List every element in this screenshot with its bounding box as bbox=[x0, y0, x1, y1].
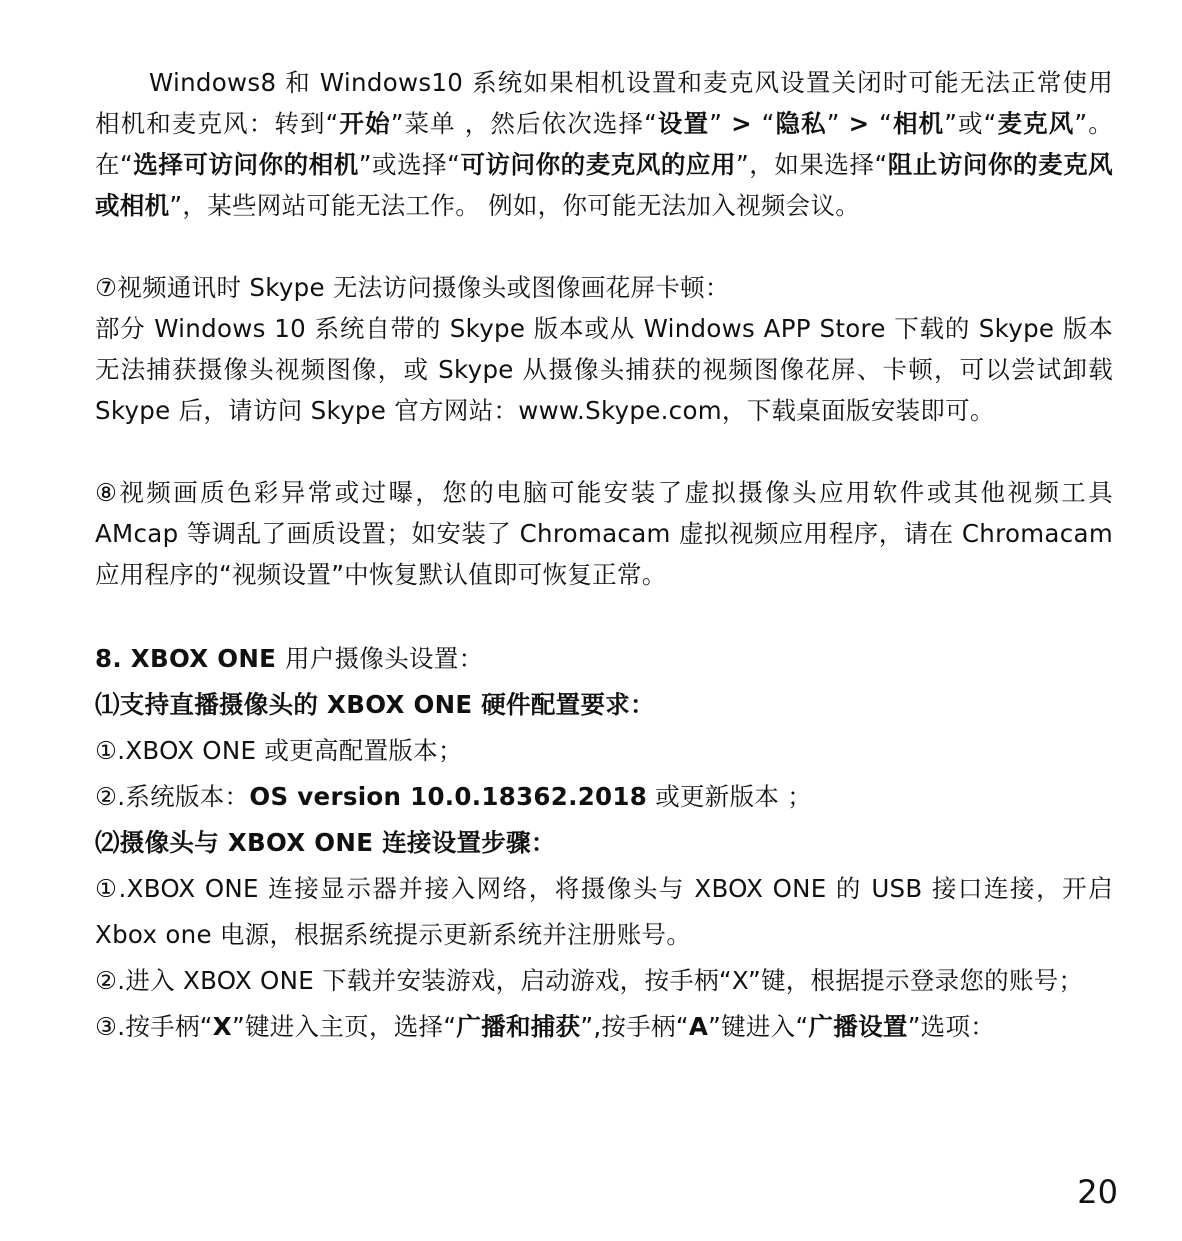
camera-term: 相机 bbox=[892, 109, 945, 138]
step-item: ②.进入 XBOX ONE 下载并安装游戏，启动游戏，按手柄“X”键，根据提示登录您的账号； bbox=[95, 966, 1084, 995]
privacy-term: 隐私 bbox=[774, 109, 827, 138]
text-run: “ bbox=[879, 109, 893, 138]
requirement-item bbox=[95, 774, 1113, 820]
hardware-requirements-heading bbox=[95, 682, 1113, 728]
skype-paragraph: 部分 Windows 10 系统自带的 Skype 版本或从 Windows APP Store 下载的 Skype 版本无法捕获摄像头视频图像，或 Skype 从摄像头捕获的视频图像花屏、卡顿，可以尝试卸载 Skype 后，请访问 Skype 官方网站：www.Skype.com，下载桌面版安装即可。 bbox=[95, 314, 1113, 425]
text-run: 或更新版本 ； bbox=[647, 782, 813, 811]
start-menu-term: 开始 bbox=[338, 109, 391, 138]
text-run: ”菜单 ，然后依次选择“ bbox=[390, 109, 658, 138]
os-version: OS version 10.0.18362.2018 bbox=[249, 782, 648, 811]
text-run: ”，某些网站可能无法工作。 例如，你可能无法加入视频会议。 bbox=[169, 191, 861, 220]
spacer bbox=[95, 431, 1113, 472]
subheading-text: ⑴支持直播摄像头的 XBOX ONE 硬件配置要求： bbox=[95, 690, 655, 719]
camera-access-term: 选择可访问你的相机 bbox=[133, 150, 359, 179]
camera-privacy-paragraph bbox=[95, 62, 1113, 226]
text-run: ②.系统版本： bbox=[95, 782, 250, 811]
microphone-term: 麦克风 bbox=[996, 109, 1075, 138]
text-run: ”选项： bbox=[907, 1012, 996, 1041]
image-quality-paragraph: ⑧视频画质色彩异常或过曝，您的电脑可能安装了虚拟摄像头应用软件或其他视频工具 AMcap 等调乱了画质设置；如安装了 Chromacam 虚拟视频应用程序，请在 Chromacam 应用程序的“视频设置”中恢复默认值即可恢复正常。 bbox=[95, 478, 1113, 589]
spacer bbox=[95, 595, 1113, 636]
broadcast-settings-term: 广播设置 bbox=[808, 1012, 908, 1041]
arrow-symbol: > bbox=[731, 109, 762, 138]
connection-steps-heading bbox=[95, 820, 1113, 866]
key-x: X bbox=[212, 1012, 232, 1041]
page-content bbox=[95, 62, 1113, 1050]
step-item bbox=[95, 1004, 1113, 1050]
step-item: ①.XBOX ONE 连接显示器并接入网络，将摄像头与 XBOX ONE 的 USB 接口连接，开启 Xbox one 电源，根据系统提示更新系统并注册账号。 bbox=[95, 874, 1113, 949]
settings-term: 设置 bbox=[657, 109, 710, 138]
text-run: ”或选择“ bbox=[358, 150, 461, 179]
section-title-bold: 8. XBOX ONE bbox=[95, 644, 286, 673]
key-a: A bbox=[688, 1012, 709, 1041]
text-run: ③.按手柄“ bbox=[95, 1012, 213, 1041]
section-title bbox=[95, 636, 1113, 682]
requirement-item: ①.XBOX ONE 或更高配置版本； bbox=[95, 736, 463, 765]
block-access-term: 阻止访问你的麦克风或相机 bbox=[95, 150, 1113, 220]
arrow-symbol: > bbox=[848, 109, 880, 138]
mic-apps-term: 可访问你的麦克风的应用 bbox=[460, 150, 737, 179]
text-run: ”。在“ bbox=[95, 109, 1114, 179]
text-run: ”或“ bbox=[944, 109, 997, 138]
page-number: 20 bbox=[1077, 1173, 1118, 1211]
subheading-text: ⑵摄像头与 XBOX ONE 连接设置步骤： bbox=[95, 828, 556, 857]
text-run: “ bbox=[761, 109, 775, 138]
text-run: ”键进入主页，选择“ bbox=[231, 1012, 457, 1041]
text-run: ” bbox=[709, 109, 732, 138]
broadcast-capture-term: 广播和捕获 bbox=[456, 1012, 581, 1041]
text-run: Windows8 和 Windows10 系统如果相机设置和麦克风设置关闭时可能无法正常使用相机和麦克风：转到“ bbox=[95, 68, 1113, 138]
section-title-rest: 用户摄像头设置： bbox=[285, 644, 484, 673]
text-run: ”键进入“ bbox=[708, 1012, 809, 1041]
text-run: ”，如果选择“ bbox=[736, 150, 888, 179]
skype-heading: ⑦视频通讯时 Skype 无法访问摄像头或图像画花屏卡顿： bbox=[95, 273, 730, 302]
spacer bbox=[95, 226, 1113, 267]
text-run: ” bbox=[826, 109, 849, 138]
text-run: ”,按手柄“ bbox=[580, 1012, 689, 1041]
